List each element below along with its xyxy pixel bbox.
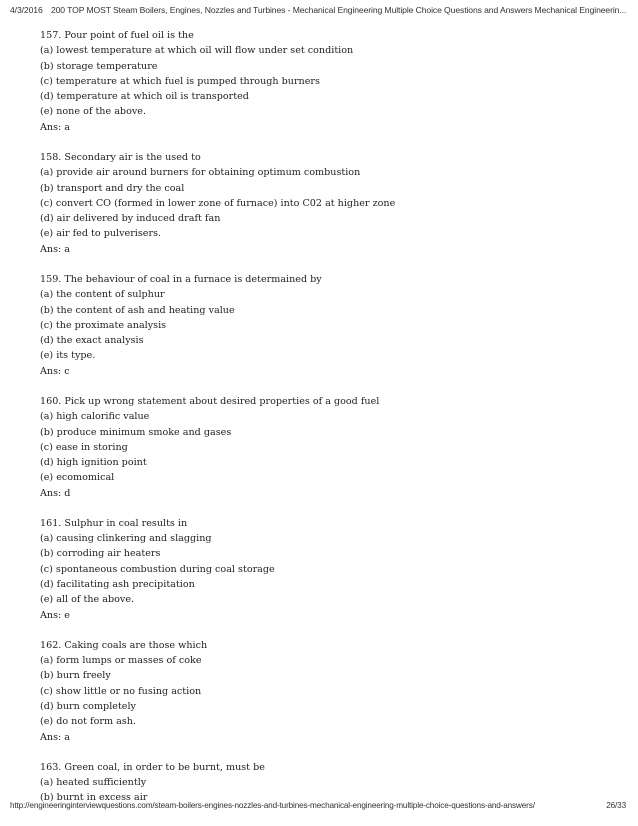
answer-option: (e) none of the above. [40, 106, 146, 118]
answer-option: (e) air fed to pulverisers. [40, 228, 162, 240]
question-text: 157. Pour point of fuel oil is the [40, 30, 194, 41]
question-block [40, 638, 600, 745]
answer-option: (d) temperature at which oil is transported [40, 91, 249, 103]
answer-option: (a) heated sufficiently [40, 777, 147, 789]
page-header [10, 5, 630, 15]
answer-key: Ans: e [40, 609, 70, 621]
answer-option: (b) storage temperature [40, 60, 158, 72]
answer-option: (b) burn freely [40, 670, 111, 682]
answer-key: Ans: a [40, 243, 71, 255]
answer-option: (e) all of the above. [40, 594, 135, 606]
answer-option: (b) corroding air heaters [40, 548, 161, 560]
answer-key: Ans: a [40, 121, 71, 133]
question-block [40, 516, 600, 623]
answer-option: (a) lowest temperature at which oil will flow under set condition [40, 45, 354, 57]
answer-option: (d) high ignition point [40, 457, 147, 469]
answer-option: (b) transport and dry the coal [40, 182, 185, 194]
answer-option: (e) do not form ash. [40, 716, 136, 728]
question-block [40, 28, 600, 135]
answer-option: (c) the proximate analysis [40, 319, 167, 331]
answer-key: Ans: a [40, 731, 71, 743]
answer-option: (c) ease in storing [40, 441, 128, 453]
answer-option: (d) facilitating ash precipitation [40, 579, 195, 591]
answer-option: (c) convert CO (formed in lower zone of furnace) into C02 at higher zone [40, 197, 396, 209]
header-date: 4/3/2016 [10, 5, 43, 15]
answer-option: (c) spontaneous combustion during coal storage [40, 563, 275, 575]
answer-option: (c) temperature at which fuel is pumped through burners [40, 75, 320, 87]
answer-option: (c) show little or no fusing action [40, 685, 202, 697]
question-text: 163. Green coal, in order to be burnt, must be [40, 761, 265, 773]
answer-option: (b) produce minimum smoke and gases [40, 426, 232, 438]
question-text: 161. Sulphur in coal results in [40, 517, 188, 529]
answer-option: (d) burn completely [40, 701, 136, 713]
question-text: 158. Secondary air is the used to [40, 151, 201, 163]
question-block [40, 150, 600, 257]
question-block [40, 394, 600, 501]
document-body [40, 28, 600, 821]
answer-option: (d) the exact analysis [40, 335, 144, 347]
answer-option: (e) its type. [40, 350, 96, 362]
question-text: 160. Pick up wrong statement about desired properties of a good fuel [40, 395, 380, 407]
answer-option: (a) provide air around burners for obtaining optimum combustion [40, 167, 361, 179]
answer-option: (b) burnt in excess air [40, 792, 148, 804]
answer-option: (b) the content of ash and heating value [40, 304, 235, 316]
page-number: 26/33 [606, 801, 626, 810]
answer-key: Ans: d [40, 487, 71, 499]
answer-option: (a) the content of sulphur [40, 289, 165, 301]
answer-option: (a) form lumps or masses of coke [40, 655, 202, 667]
question-block [40, 272, 600, 379]
footer-url: http://engineeringinterviewquestions.com/steam-boilers-engines-nozzles-and-turbines-mechanical-engineering-multiple-choice-questions-and-answers/ [10, 801, 535, 810]
answer-key: Ans: c [40, 365, 70, 377]
answer-option: (a) high calorific value [40, 411, 150, 423]
question-text: 159. The behaviour of coal in a furnace is determained by [40, 273, 322, 285]
answer-option: (a) causing clinkering and slagging [40, 533, 212, 545]
question-block [40, 760, 600, 806]
question-text: 162. Caking coals are those which [40, 639, 208, 651]
header-title: 200 TOP MOST Steam Boilers, Engines, Nozzles and Turbines - Mechanical Engineering Multiple Choice Questions and Answers Mechanical Engineerin... [50, 5, 627, 15]
answer-option: (e) ecomomical [40, 472, 115, 484]
answer-option: (d) air delivered by induced draft fan [40, 213, 221, 225]
